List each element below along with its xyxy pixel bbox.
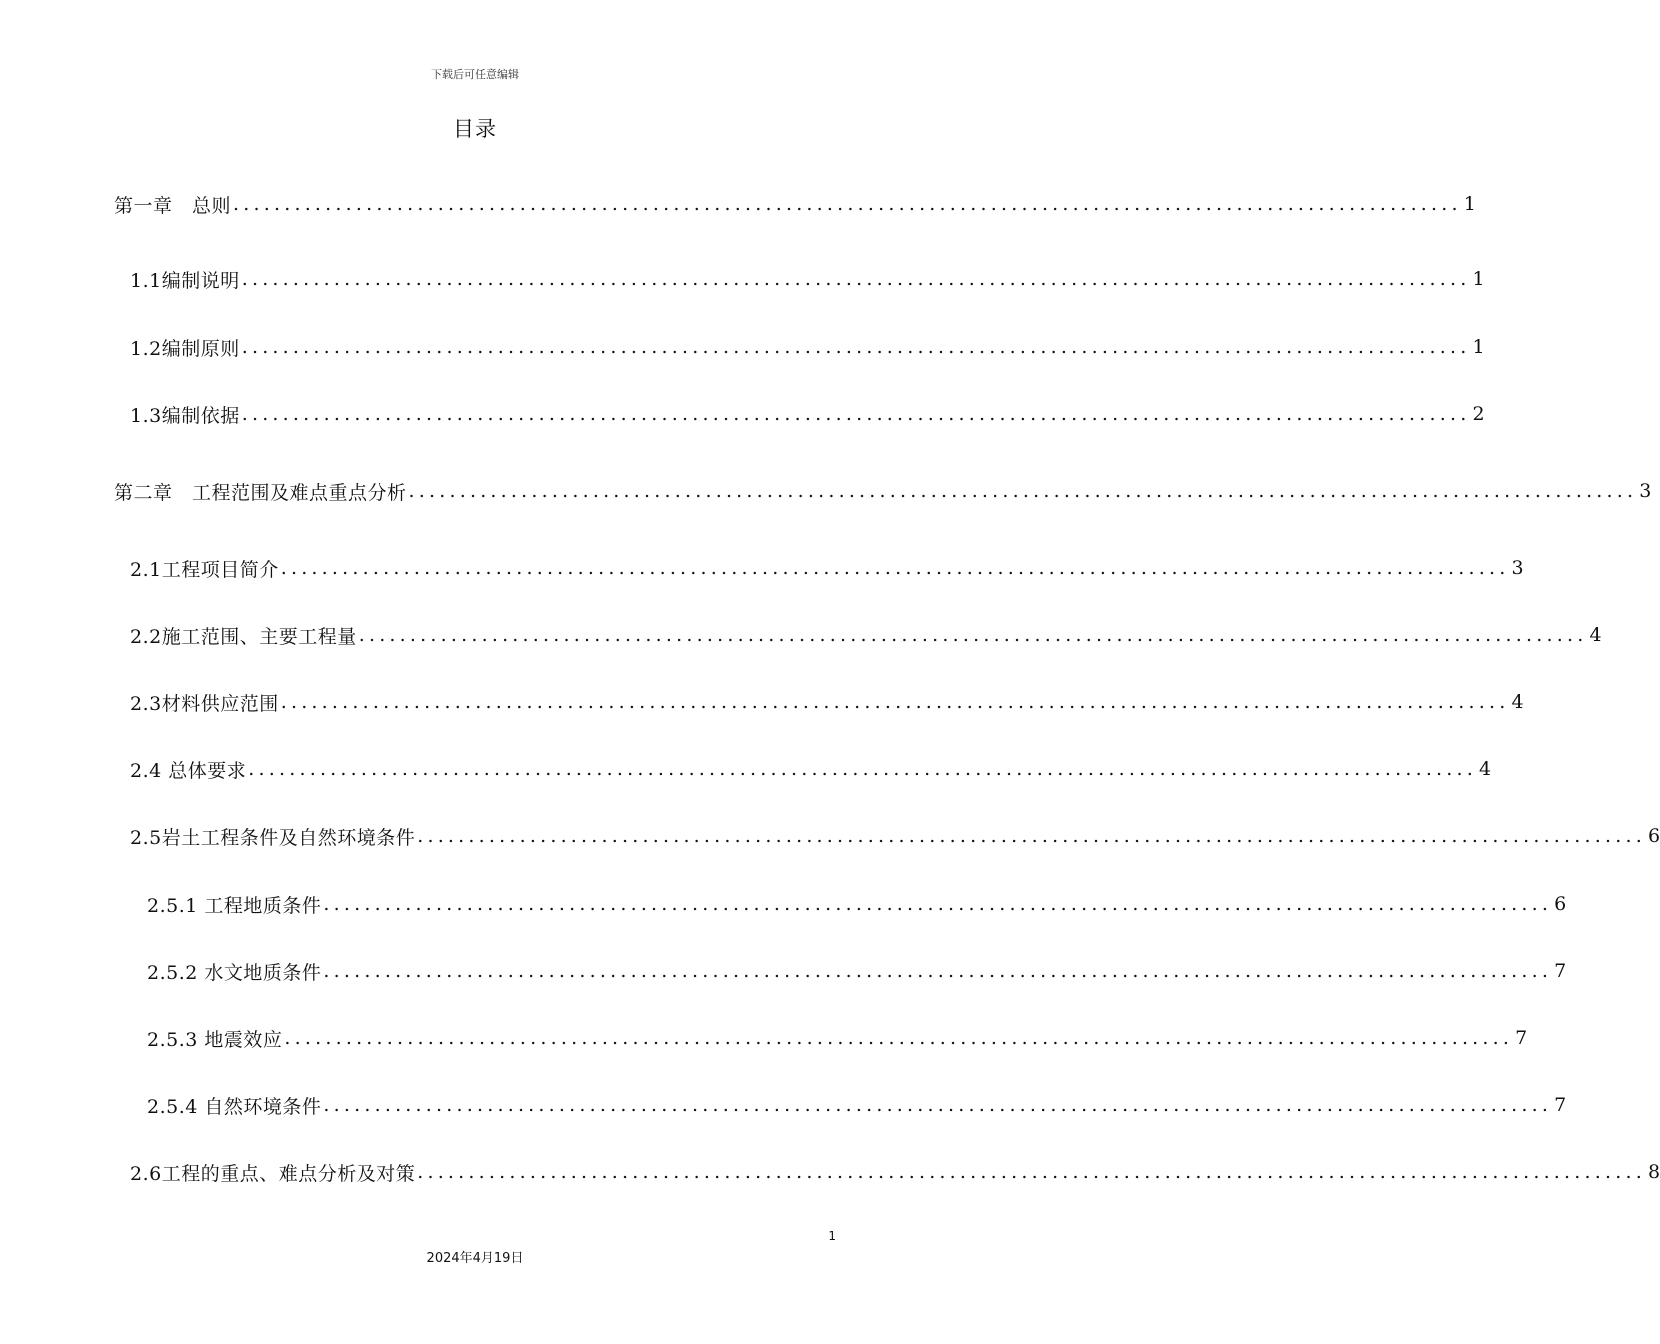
toc-leader-dots: ........................................................................................................................ (417, 825, 1646, 847)
toc-entry-page: 1 (1463, 193, 1476, 215)
toc-entry-page: 8 (1647, 1161, 1660, 1183)
toc-leader-dots: ........................................................................................................................ (358, 624, 1588, 646)
toc-entry-2-4[interactable] (130, 753, 1492, 785)
toc-entry-2-3[interactable] (130, 686, 1524, 718)
toc-entry-title: 2.5岩土工程条件及自然环境条件 (130, 826, 416, 849)
toc-entry-2-5-4[interactable] (147, 1089, 1567, 1121)
toc-entry-page: 6 (1554, 893, 1567, 915)
toc-entry-2-2[interactable] (130, 619, 1602, 651)
toc-leader-dots: ........................................................................................................................ (233, 193, 1462, 215)
toc-leader-dots: ........................................................................................................................ (284, 1027, 1514, 1049)
page-header: 下载后可任意编辑 (431, 68, 519, 81)
toc-entry-page: 1 (1472, 336, 1485, 358)
toc-entry-title: 2.5.4 自然环境条件 (147, 1095, 322, 1118)
page-number: 1 (828, 1229, 836, 1243)
toc-entry-title: 1.2编制原则 (130, 337, 240, 360)
toc-entry-2-5[interactable] (130, 820, 1660, 852)
toc-entry-title: 2.5.3 地震效应 (147, 1028, 283, 1051)
toc-entry-title: 1.3编制依据 (130, 404, 240, 427)
toc-entry-page: 4 (1589, 624, 1602, 646)
toc-leader-dots: ........................................................................................................................ (323, 1094, 1553, 1116)
toc-entry-title: 2.5.2 水文地质条件 (147, 961, 322, 984)
toc-entry-1-2[interactable] (130, 331, 1485, 363)
toc-entry-2-5-3[interactable] (147, 1022, 1528, 1054)
toc-entry-page: 6 (1647, 825, 1660, 847)
toc-leader-dots: ........................................................................................................................ (408, 480, 1638, 502)
toc-entry-title: 2.6工程的重点、难点分析及对策 (130, 1162, 416, 1185)
footer-date: 2024年4月19日 (426, 1251, 524, 1266)
toc-entry-page: 3 (1511, 557, 1524, 579)
toc-entry-title: 第一章 总则 (114, 194, 232, 217)
toc-entry-page: 4 (1479, 758, 1492, 780)
toc-leader-dots: ........................................................................................................................ (417, 1161, 1646, 1183)
toc-entry-1-3[interactable] (130, 398, 1485, 430)
toc-entry-page: 1 (1472, 268, 1485, 290)
toc-entry-page: 4 (1511, 691, 1524, 713)
page-title: 目录 (453, 117, 497, 141)
toc-leader-dots: ........................................................................................................................ (323, 960, 1553, 982)
toc-leader-dots: ........................................................................................................................ (241, 268, 1471, 290)
toc-entry-page: 7 (1554, 960, 1567, 982)
toc-entry-page: 3 (1639, 480, 1652, 502)
toc-leader-dots: ........................................................................................................................ (323, 893, 1553, 915)
toc-entry-chapter-1[interactable] (114, 188, 1476, 220)
toc-leader-dots: ........................................................................................................................ (280, 691, 1510, 713)
toc-entry-page: 7 (1554, 1094, 1567, 1116)
toc-leader-dots: ........................................................................................................................ (280, 557, 1510, 579)
toc-entry-chapter-2[interactable] (114, 475, 1652, 507)
toc-entry-title: 2.3材料供应范围 (130, 692, 279, 715)
toc-entry-title: 2.4 总体要求 (130, 759, 247, 782)
toc-entry-2-5-2[interactable] (147, 955, 1567, 987)
toc-entry-2-1[interactable] (130, 552, 1524, 584)
toc-entry-2-6[interactable] (130, 1156, 1660, 1188)
toc-entry-page: 7 (1515, 1027, 1528, 1049)
toc-entry-title: 第二章 工程范围及难点重点分析 (114, 481, 407, 504)
toc-entry-2-5-1[interactable] (147, 888, 1567, 920)
toc-leader-dots: ........................................................................................................................ (241, 336, 1471, 358)
toc-leader-dots: ........................................................................................................................ (248, 758, 1478, 780)
toc-leader-dots: ........................................................................................................................ (241, 403, 1471, 425)
toc-entry-page: 2 (1472, 403, 1485, 425)
toc-entry-title: 2.1工程项目简介 (130, 558, 279, 581)
toc-entry-title: 2.5.1 工程地质条件 (147, 894, 322, 917)
toc-entry-title: 2.2施工范围、主要工程量 (130, 625, 357, 648)
toc-entry-1-1[interactable] (130, 263, 1485, 295)
toc-entry-title: 1.1编制说明 (130, 269, 240, 292)
